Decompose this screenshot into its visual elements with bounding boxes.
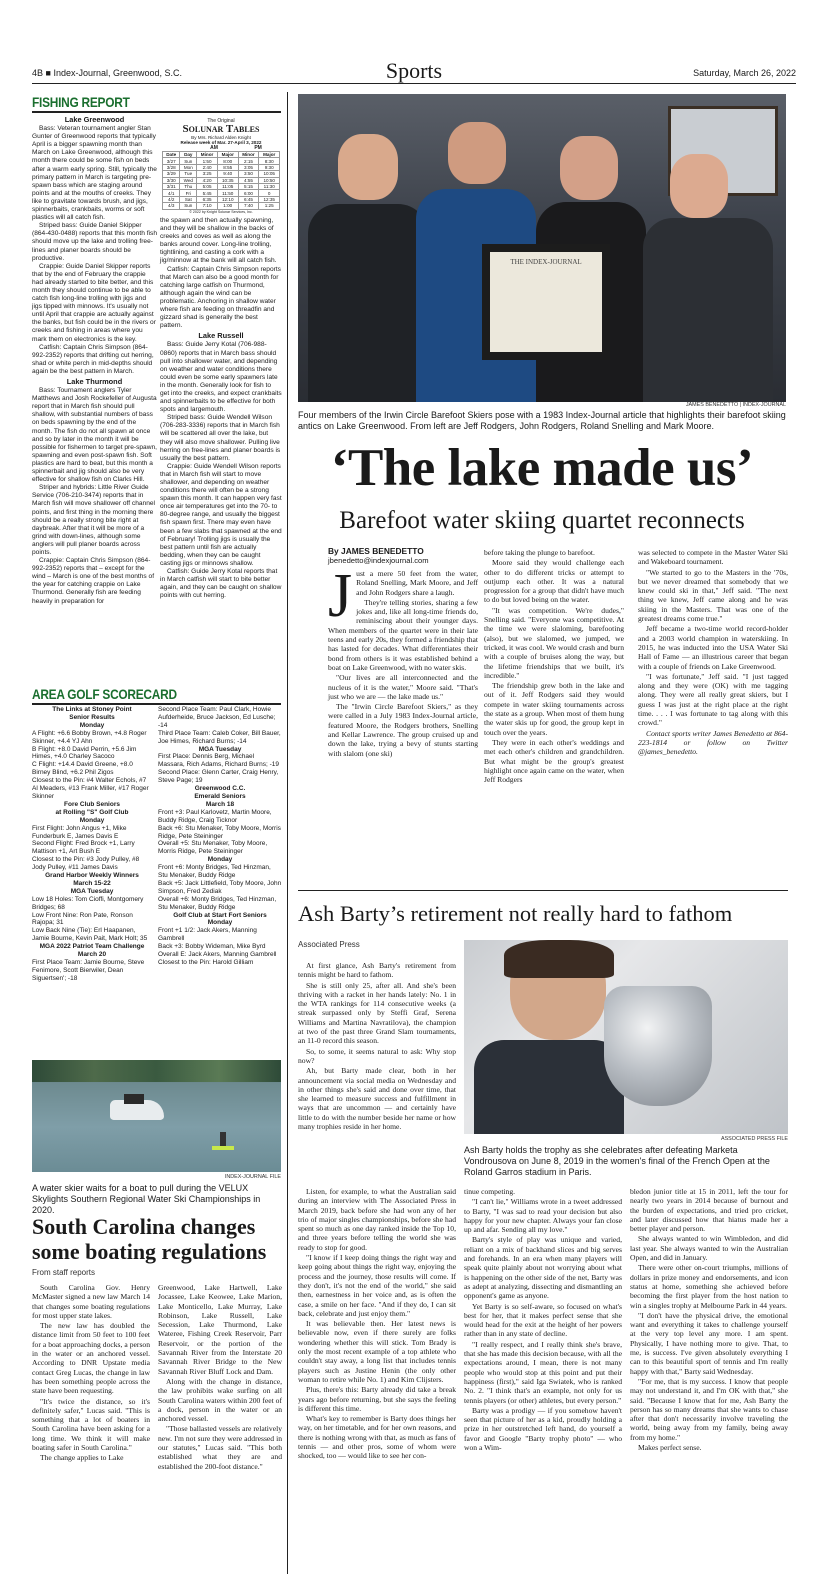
solunar-cell: 5:05 [197,183,218,189]
article-clipping: THE INDEX-JOURNAL [490,252,602,352]
solunar-cell: Thu [180,183,197,189]
issue-date: Saturday, March 26, 2022 [693,68,796,78]
fishing-report-title: FISHING REPORT [32,94,130,110]
paragraph: "I can't lie," Williams wrote in a tweet addressed to Barty, "I was sad to read your decision but also happy for your new chapter. Always your fan close up and afar. Sending all my love." [464,1197,622,1235]
paragraph: South Carolina Gov. Henry McMaster signed a new law March 14 that changes some boating regulations for most upper state lakes. [32,1283,150,1320]
golf-result-line: Second Place Team: Paul Clark, Howie Aufderheide, Bruce Jackson, Ed Lusche; -14 [158,706,276,729]
page-folio: 4B ■ Index-Journal, Greenwood, S.C. [32,68,183,78]
solunar-cell: 7:40 [238,203,259,209]
paragraph: Bass: Veteran tournament angler Stan Gunter of Greenwood reports that typically April is a bigger spawning month than March on Lake Greenwood, although this month there could be some fish on beds after a warm early spring. Still, typically the primary pattern in March is targeting pre-spawn bass which are staging around points and at the mouths of creeks. They like to gravitate towards brush, and jigs, spinnerbaits, crankbaits, worms or soft plastics will all catch fish. [32,125,157,222]
photo-credit: JAMES BENEDETTO | INDEX-JOURNAL [685,402,786,408]
paragraph: Crappie: Guide Daniel Skipper reports that by the end of February the crappie had already started to bite better, and this month they should continue to be able to catch fish long-line trolling with jigs and jigs tipped with minnows. It's usually not until April that crappie are actually against the banks, but fish could be in the rivers or creeks and fishing in areas where you mark them on electronics is the key. [32,262,156,343]
person-body-1 [308,204,428,402]
solunar-cell: 9:30 [259,164,280,170]
solunar-cell: 10:50 [259,177,280,183]
solunar-cell: 9:40 [217,171,238,177]
boat-source: From staff reports [32,1268,95,1277]
golf-result-line: Front +1 1/2: Jack Akers, Manning Gambrell [158,927,257,943]
paragraph: was selected to compete in the Master Water Ski and Wakeboard tournament. [638,548,788,567]
solunar-cell: Fri [180,190,197,196]
paragraph: Makes perfect sense. [638,1443,702,1453]
col-header: Day [180,152,197,158]
solunar-cell: 3/31 [163,183,180,189]
paragraph: The new law has doubled the distance limit from 50 feet to 100 feet for a boat approaching docks, a person in the water or an anchored vessel. According to DNR Upstate media contact Greg Lucas, the change in law has been something people across the state have been requesting. [32,1321,150,1396]
paragraph: Striper and hybrids: Little River Guide Service (706-210-3474) reports that in March fish will move shallower off channel points, and first thing in the morning there should be a really strong bite right at daybreak. After that it will be more of a grind with down-lines, although some anglers will pull planer boards across points. [32,484,156,556]
athlete-body [474,1040,624,1134]
solunar-cell: 4/1 [163,190,180,196]
golf-heading: Greenwood C.C. [194,785,246,793]
paragraph: It was believable then. Her latest news is believable now, even if there surely are folks wondering whether this will stick. Tom Brady is only the most recent example of a top athlete who couldn't stay away, a long list that includes tennis players such as Justine Henin (the only other woman to retire while No. 1) and Kim Clijsters. [298,1319,456,1384]
lake-col-3 [638,548,788,758]
golf-heading: MGA 2022 Patriot Team Challenge [39,943,145,951]
paragraph: "Our lives are all interconnected and the nucleus of it is the water," Moore said. "That's just who we are — the lake made us." [328,673,478,701]
golf-result-line: Back +3: Bobby Wideman, Mike Byrd [158,943,266,951]
golf-result-line: Second Place: Glenn Carter, Craig Henry, Steve Page; 19 [158,769,279,785]
solunar-cell: 10:35 [217,177,238,183]
paragraph: There were other on-court triumphs, millions of dollars in prize money and endorsements, and icon status at home, something she achieved before becoming the first player from the host nation to win a singles trophy at Melbourne Park in 44 years. [630,1263,788,1310]
paragraph: The change applies to Lake [40,1453,124,1463]
paragraph: "Those ballasted vessels are relatively new. I'm not sure they were addressed in our statutes," Lucas said. "This both established what they are and established the 200-foot distance." [158,1424,282,1471]
golf-result-line: First Place: Dennis Berg, Michael Massara, Rich Adams, Richard Burns; -19 [158,753,280,769]
solunar-cell: 4/2 [163,196,180,202]
ski-shape [212,1146,234,1150]
paragraph: They're telling stories, sharing a few jokes and, like all long-time friends do, reminiscing about their younger days. When members of the quartet were in their late teens and early 20s, they formed a friendship that has lasted for decades. What differentiates their bond from others is it was established behind a boat on Lake Greenwood, with no water skis. [328,597,478,672]
paragraph: Crappie: Guide Wendell Wilson reports that in March fish will start to move shallower, and depending on weather conditions there will often be a strong spawn this month. It can happen very fast once air temperatures get into the 70- to 80-degree range, and usually the biggest fish spawn first. There may even have been a few slabs that spawned at the end of February! Trolling jigs is usually the best pattern until fish are actually bedding, when they can be caught casting jigs or minnows shallow. [160,462,282,567]
solunar-row [163,203,280,209]
barty-headline: Ash Barty’s retirement not really hard to fathom [298,901,733,926]
golf-heading: March 15-22 [73,879,111,887]
solunar-cell: 1:00 [217,203,238,209]
paragraph: "I know if I keep doing things the right way and keep going about things the right way, enjoying the process and the journey, those results will come. If they don't, it's not the end of the world," she said then, earnestness in her voice and, as is often the case, a smile on her face. "And if they do, I can sit back, celebrate and just enjoy them." [298,1253,456,1318]
lake-col-1 [328,546,478,759]
golf-result-line: Front +3: Paul Karlovetz, Martin Moore, Buddy Ridge, Craig Ticknor [158,808,272,824]
paragraph: tinue competing. [464,1187,516,1196]
person-head-4 [670,154,728,218]
person-head-3 [560,136,618,200]
paragraph: Catfish: Captain Chris Simpson (864-992-2352) reports that drifting cut herring, shad or white perch in mid-depths should again be the best pattern in March. [32,343,154,375]
golf-heading: MGA Tuesday [198,745,242,753]
paragraph: What's key to remember is Barty does things her way, on her timetable, and for her own reasons, and there is nothing wrong with that, as much as fans of tennis — and other pros, some of whom were shocked, too — would like to see her con- [298,1414,456,1461]
drop-cap: J [328,562,353,630]
person-head-2 [448,122,506,184]
boat-headline: South Carolina changes some boating regulations [32,1214,267,1264]
boat-windshield [124,1094,144,1104]
paragraph: "I don't have the physical drive, the emotional want and everything it takes to challenge yourself at the very top level any more. I am spent. Physically, I have nothing more to give. That, to me, is success. I've given absolutely everything I can to this beautiful sport of tennis and I'm really happy with that," Barty said Wednesday. [630,1310,788,1376]
paragraph: She is still only 25, after all. And she's been thriving with a racket in her hands lately: No. 1 in the WTA rankings for 114 consecutive weeks (a streak surpassed only by Steffi Graf, Serena Williams and Martina Navratilova), the champion at two of the past three Grand Slam tournaments, an 11-0 record this season. [298,980,456,1046]
solunar-cell: Tue [180,171,197,177]
solunar-cell: 3/29 [163,171,180,177]
golf-result-line: Back +6: Stu Menaker, Toby Moore, Morris Ridge, Pete Steininger [158,824,281,840]
solunar-cell: 3:25 [197,171,218,177]
byline: By JAMES BENEDETTO [328,546,424,556]
solunar-cell: 11:05 [217,183,238,189]
paragraph: So, to some, it seems natural to ask: Why stop now? [298,1046,456,1065]
solunar-cell: 5:15 [238,183,259,189]
solunar-cell: 12:35 [259,196,280,202]
byline-email: jbenedetto@indexjournal.com [328,556,429,565]
paragraph: Catfish: Guide Jerry Kotal reports that in March catfish will start to bite better again, and they can be caught on shallow points with cut herring. [160,568,282,600]
golf-heading: Fore Club Seniors [64,800,120,808]
solunar-cell: 8:30 [259,158,280,164]
lake-col-2 [484,548,624,785]
paragraph: Crappie: Captain Chris Simpson (864-992-2352) reports that – except for the wind – March is one of the best months of the year for catching crappie on Lake Thurmond. Generally fish are feeding heavily in preparation for [32,557,155,605]
paragraph: Listen, for example, to what the Australian said during an interview with The Associated Press in March 2019, back before she had won any of her trio of major singles championships, before she had spent so much as one day ranked inside the Top 10, and three years before telling the world she was ready to stop for good. [298,1187,456,1252]
solunar-release: Release week of Mar. 27-April 3, 2022 [180,140,262,145]
golf-result-line: First Place Team: Jamie Bourne, Steve Fenimore, Scott Bierwiler, Dean Siguertsen'; -18 [32,959,145,982]
barty-top-col [298,961,456,1132]
golf-heading: Golf Club at Start Fort Seniors [173,911,267,919]
col-header: Minor [238,152,259,158]
person-head-1 [338,134,398,200]
column-divider [287,92,288,1574]
solunar-cell: 7:10 [197,203,218,209]
paragraph: ust a mere 50 feet from the water, Roland Snelling, Mark Moore, and Jeff and John Rodgers share a laugh. [356,569,478,597]
golf-result-line: Front +6: Monty Bridges, Ted Hinzman, Stu Menaker, Buddy Ridge [158,864,271,880]
solunar-table [162,151,280,210]
barty-source: Associated Press [298,940,360,949]
solunar-cell: 10:05 [259,171,280,177]
solunar-cell: 4/3 [163,203,180,209]
solunar-cell: 2:15 [238,158,259,164]
solunar-cell: 3:05 [238,164,259,170]
golf-result-line: Low 18 Holes: Tom Cioffi, Montgomery Bridges; 68 [32,895,144,911]
golf-heading: Grand Harbor Weekly Winners [45,872,139,880]
solunar-cell: 6:00 [238,190,259,196]
treeline [32,1060,281,1082]
paragraph: Moore said they would challenge each other to do different tricks or attempt to outjump each other. It was a natural progression for a group that didn't have much to do but loved being on the water. [484,558,624,605]
solunar-cell: Sat [180,196,197,202]
boat-col-2 [158,1283,282,1472]
paragraph: She always wanted to win Wimbledon, and did last year. She always wanted to win the Australian Open, and did in January. [630,1234,788,1263]
paragraph: Striped bass: Guide Daniel Skipper (864-430-0488) reports that this month fish should move up the lake and trolling free-lines and planer boards should be productive. [32,222,157,262]
solunar-cell: Sun [180,203,197,209]
framed-article [482,244,610,360]
golf-heading: Monday [79,721,105,729]
golf-result-line: Closest to the Pin: #3 Jody Pulley, #8 Jody Pulley, #11 James Davis [32,856,140,872]
golf-heading: Monday [207,856,233,864]
solunar-cell: 3/28 [163,164,180,170]
paragraph: Jeff became a two-time world record-holder and a 2003 world champion in waterskiing. In 2015, he was inducted into the USA Water Ski Hall of Fame — an illustrious career that began with a couple of friends on Lake Greenwood. [638,624,788,671]
solunar-cell: 5:45 [197,190,218,196]
golf-heading: Monday [79,816,105,824]
story-divider [298,890,788,891]
golf-result-line: B Flight: +8.0 David Perrin, +5.6 Jim Himes, +4.0 Charley Sacoco [32,745,137,761]
solunar-cell: 6:45 [238,196,259,202]
solunar-cell: 8:00 [217,158,238,164]
solunar-cell: 6:35 [197,196,218,202]
photo-caption: Four members of the Irwin Circle Barefoot Skiers pose with a 1983 Index-Journal article that highlights their barefoot skiing antics on Lake Greenwood. From left are Jeff Rodgers, John Rodgers, Roland Snelling and Mark Moore. [298,410,786,431]
paragraph: The friendship grew both in the lake and out of it. Jeff Rodgers said they would compete in water skiing tournaments across the state as a group. When most of them hung the water skis up for good, the group kept in touch over the years. [484,681,624,737]
photo-caption: Ash Barty holds the trophy as she celebrates after defeating Marketa Vondrousova on June 8, 2019 in the women's final of the French Open at the Roland Garros stadium in Paris. [464,1145,770,1177]
contact-line: Contact sports writer James Benedetto at 864-223-1814 or follow on Twitter @james_benedetto. [638,728,788,757]
solunar-cell: 11:50 [217,190,238,196]
pm-label: PM [254,145,262,151]
golf-result-line: C Flight: +14.4 David Greene, +8.0 Birney Blind, +6.2 Phil Zigos [32,761,133,777]
lake-thurmond-heading: Lake Thurmond [66,377,123,386]
barty-col-2 [464,1187,622,1453]
paragraph: Striped bass: Guide Wendell Wilson (706-283-3336) reports that in March fish will be scattered all over the lake, but they will also move shallower. Pulling live herring on free-lines and planer boards is usually the best pattern. [160,414,281,462]
photo-credit: ASSOCIATED PRESS FILE [720,1136,788,1142]
paragraph: Along with the change in distance, the law prohibits wake surfing on all South Carolina waters within 200 feet of a dock, person in the water or an anchored vessel. [158,1376,282,1424]
golf-result-line: Overall E: Jack Akers, Manning Gambrell [158,951,277,959]
golf-heading: The Links at Stoney Point [52,706,132,713]
solunar-cell: 1:50 [197,158,218,164]
paragraph: "We started to go to the Masters in the '70s, but we never dreamed that somebody that we knew could ski in that," Jeff said. "The next thing we knew, Jeff came along and he was skiing in the Masters. That was one of the greatest dreams come true." [638,567,788,624]
col-header: Major [217,152,238,158]
title-rule [32,703,281,705]
paragraph: bledon junior title at 15 in 2011, left the tour for nearly two years in 2014 because of burnout and the burden of expectations, and tried pro cricket, and later discussed how that hiatus made her a better player and person. [630,1187,788,1234]
paragraph: Bass: Guide Jerry Kotal (706-988-0860) reports that in March bass should pull into shallower water, and depending on weather and water conditions there could even be some early spawners late in the month. Generally look for fish to get into the creeks, and expect crankbaits and spinnerbaits to be effective for both spots and largemouth. [160,341,282,414]
golf-heading: Senior Results [69,713,115,721]
paragraph: the spawn and then actually spawning, and they will be shallow in the backs of creeks and coves as well as along the banks around cover. Long-line trolling, tightlining, and casting a cork with a jig/minnow at the bank will all catch fish. [160,217,277,265]
paragraph: "For me, that is my success. I know that people may not understand it, and I'm OK with that," she said. "Because I know that for me, Ash Barty the person has so many dreams that she wants to chase after that don't necessarily involve traveling the world, being away from my family, being away from my home." [630,1376,788,1442]
paragraph: Plus, there's this: Barty already did take a break years ago before returning, but she says the feeling is different this time. [298,1385,456,1413]
paragraph: Barty's style of play was unique and varied, reliant on a mix of backhand slices and big serves and forehands. In an era when many players will speak quite plainly about not worrying about what is happening on the other side of the net, Barty was as adept at analyzing, dissecting and dismantling an opponent's game as anyone. [464,1235,622,1301]
photo-caption: A water skier waits for a boat to pull during the VELUX Skylights Southern Regional Water Ski Championships in 2020. [32,1183,261,1215]
solunar-cell: 2:40 [197,164,218,170]
photo-credit: INDEX-JOURNAL FILE [224,1174,281,1180]
golf-result-line: Closest to the Pin: Harold Gilliam [158,959,254,966]
lake-headline: ‘The lake made us’ [330,439,754,497]
trophy-cup [604,986,712,1106]
paragraph: "I really respect, and I really think she's brave, that she has made this decision because, with all the expectations around, I mean, there is not many people who would stop at this point and put their happiness (first)," said Iga Swiatek, who is ranked No. 2. "I think that's an example, not only for us tennis players (or other) athletes, but every person." [464,1339,622,1405]
paragraph: Catfish: Captain Chris Simpson reports that March can also be a good month for catching large catfish on Thurmond, although again the wind can be problematic. Anchoring in shallow water where fish are feeding on threadfin and gizzard shad is generally the best pattern. [160,265,281,330]
solunar-cell: 3/30 [163,177,180,183]
golf-result-line: Overall +5: Stu Menaker, Toby Moore, Morris Ridge, Pete Steininger [158,840,268,856]
paragraph: At first glance, Ash Barty's retirement from tennis might be hard to fathom. [298,961,456,980]
paragraph: Yet Barty is so self-aware, so focused on what's best for her, that it makes perfect sense that she would head for the exit at the height of her powers rather than in any state of decline. [464,1301,622,1339]
solunar-cell: 1:25 [259,203,280,209]
solunar-cell: 12:10 [217,196,238,202]
person-body-4 [643,218,773,402]
paragraph: They were in each other's weddings and met each other's children and grandchildren. But what might be the group's greatest highlight once again came on the water, when Jeff Rodgers [484,737,624,785]
golf-result-line: A Flight: +6.6 Bobby Brown, +4.8 Roger Skinner, +4.4 YJ Ahn [32,729,147,745]
solunar-cell: 3/27 [163,158,180,164]
solunar-cell: 8:55 [217,164,238,170]
paragraph: The "Irwin Circle Barefoot Skiers," as they were called in a July 1983 Index-Journal article, featured Moore, the Rodgers brothers, Snelling and Kellar Lawrence. The group cruised up and down the lake, trying a bevy of stunts starting with slalom (one ski) [328,702,478,758]
col-header: Minor [197,152,218,158]
paragraph: Ah, but Barty made clear, both in her announcement via social media on Wednesday and in other things she's said and done over time, that she learned to measure success and fulfillment in ways that are uncommon — and certainly have little to do with the number beside her name or how many trophies reside in her home. [298,1066,456,1132]
water-skier-photo [32,1060,281,1172]
barty-col-1 [298,1187,456,1462]
golf-result-line: Second Flight: Fred Brock +1, Larry Mattison +1, Art Bush E [32,840,135,856]
solunar-cell: Sun [180,158,197,164]
solunar-cell: Mon [180,164,197,170]
golf-result-line: Low Back Nine (Tie): Erl Haapanen, Jamie Bourne, Kevin Pait, Mark Holt; 35 [32,927,148,943]
solunar-kicker: The Original [207,118,235,124]
paragraph: "I was fortunate," Jeff said. "I just tagged along and they were (OK) with me tagging along. They were all really great skiers, but I guess I was just at the right place at the right time. . . . I was fortunate to tag along with this crowd." [638,671,788,728]
title-rule [32,111,281,113]
athlete-hair [504,940,614,978]
solunar-cell: 4:20 [197,177,218,183]
page-header [32,58,796,84]
paragraph: Greenwood, Lake Hartwell, Lake Jocassee, Lake Keowee, Lake Marion, Lake Monticello, Lake Murray, Lake Robinson, Lake Russell, Lake Secession, Lake Thurmond, Lake Wateree, Fishing Creek Reservoir, Parr Reservoir, or the portion of the Savannah River from the Interstate 20 Savannah River Bridge to the New Savannah River Bluff Lock and Dam. [158,1283,282,1376]
golf-heading: Monday [207,919,233,927]
solunar-title: Solunar Tables [182,123,260,135]
lake-subhead: Barefoot water skiing quartet reconnects [339,507,745,534]
solunar-cell: 11:30 [259,183,280,189]
golf-result-line: Third Place Team: Caleb Coker, Bill Bauer, Joe Himes, Richard Burns; -14 [158,729,281,745]
paragraph: before taking the plunge to barefoot. [484,548,595,557]
skiers-group-photo [298,94,786,402]
golf-result-line: Overall +6: Monty Bridges, Ted Hinzman, Stu Menaker, Buddy Ridge [158,895,277,911]
golf-heading: Emerald Seniors [194,792,246,800]
golf-scorecard-title: AREA GOLF SCORECARD [32,686,177,702]
solunar-cell: 3:50 [238,171,259,177]
paragraph: Barty was a prodigy — if you somehow haven't seen that picture of her as a kid, proudly holding a prize in her outstretched left hand, do yourself a favor and Google "Barty trophy photo" — who won a Wim- [464,1405,622,1453]
golf-result-line: Closest to the Pin: #4 Walter Echols, #7 Al Meaders, #13 Frank Miller, #17 Roger Skinner [32,777,149,800]
solunar-cell: 4:55 [238,177,259,183]
paragraph: Bass: Tournament anglers Tyler Matthews and Josh Rockefeller of Augusta report that in March fish should pull shallow, with substantial numbers of bass on beds spawning by the end of the month. The fish do not all spawn at once and so by later in the month it will be possible for fishermen to target pre-spawn, spawning and even post-spawn fish. Soft plastics are hard to beat, but this month a spinnerbait and jig should also be very effective for shallow fish on Clarks Hill. [32,387,157,484]
col-header: Date [163,152,180,158]
golf-result-line: Back +5: Jack Littlefield, Toby Moore, John Simpson, Fred Zediak [158,879,282,895]
section-name: Sports [385,58,443,83]
am-label: AM [210,145,218,151]
col-header: Major [259,152,280,158]
solunar-footer: © 2022 by Knight Solunar Services, Inc. [189,209,253,214]
golf-result-line: First Flight: John Angus +1, Mike Funderburk E, James Davis E [32,824,127,840]
golf-result-line: Low Front Nine: Ron Pate, Ronson Rajopa; 31 [32,911,133,927]
paragraph: "It was competition. We're dudes," Snelling said. "Everyone was competitive. At the time we were slaloming, barefooting (also), but we slalomed, we jumped, we tricked, it was cool. We would crash and burn with a couple of bruises along the way, but the lifetime friendships that we built, it's incredible." [484,605,624,680]
solunar-byline: By Mrs. Richard Alden Knight [191,135,251,140]
golf-heading: March 20 [77,951,107,959]
boat-col-1 [32,1283,150,1464]
fishing-col-1 [32,114,157,606]
golf-heading: March 18 [205,800,235,808]
skier-figure [220,1132,226,1146]
solunar-cell: Wed [180,177,197,183]
solunar-table-box [162,118,280,214]
golf-col-1 [32,706,152,983]
barty-col-3 [630,1187,788,1453]
lake-greenwood-heading: Lake Greenwood [64,115,125,124]
paragraph: "It's twice the distance, so it's definitely safer," Lucas said. "This is something that a lot of boaters in South Carolina have been asking for a long time. We think it will make boating safer in South Carolina." [32,1396,150,1453]
lake-russell-heading: Lake Russell [198,331,244,341]
solunar-cell: 0 [259,190,280,196]
barty-trophy-photo [464,940,788,1134]
fishing-col-2 [160,217,282,600]
golf-col-2 [158,706,282,967]
golf-heading: MGA Tuesday [70,887,114,895]
golf-heading: at Rolling "S" Golf Club [55,808,129,816]
